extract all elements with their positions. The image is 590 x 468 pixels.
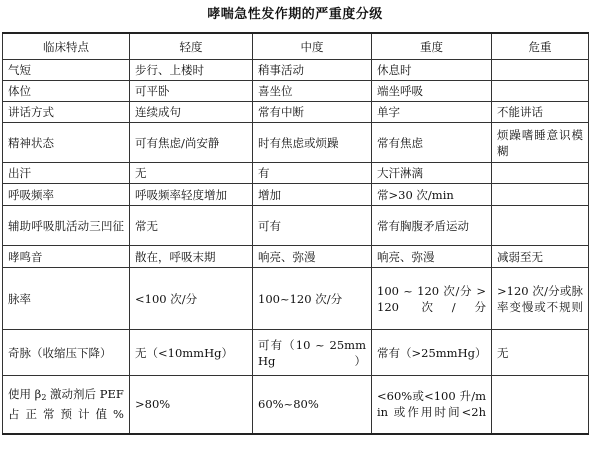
table-row [3,184,589,206]
cell-critical: 减弱至无 [492,246,589,268]
cell-moderate: 100~120 次/分 [253,268,372,330]
row-feature: 体位 [3,81,130,102]
cell-mild: 步行、上楼时 [130,60,253,81]
cell-critical: 烦躁嗜睡意识模糊 [492,123,589,163]
feature-prefix: 使用 β [8,387,42,402]
cell-critical [492,184,589,206]
cell-severe: 常有（>25mmHg） [372,330,492,376]
beta-subscript: 2 [41,393,47,403]
table-row [3,376,589,434]
cell-moderate: 喜坐位 [253,81,372,102]
cell-mild: 可有焦虑/尚安静 [130,123,253,163]
table-row [3,330,589,376]
severity-table [2,32,589,435]
row-feature: 辅助呼吸肌活动三凹征 [3,206,130,246]
cell-severe: 常有胸腹矛盾运动 [372,206,492,246]
cell-mild: <100 次/分 [130,268,253,330]
cell-severe: <60%或<100 升/min 或作用时间<2h [372,376,492,434]
row-feature [3,376,130,434]
cell-severe: 单字 [372,102,492,123]
row-feature: 哮鸣音 [3,246,130,268]
table-row [3,102,589,123]
feature-suffix: 激动剂后 PEF 占正常预计值% [8,387,124,422]
row-feature: 呼吸频率 [3,184,130,206]
header-severe: 重度 [372,33,492,60]
cell-moderate: 响亮、弥漫 [253,246,372,268]
cell-moderate: 60%~80% [253,376,372,434]
row-feature: 出汗 [3,163,130,184]
cell-severe: 常>30 次/min [372,184,492,206]
table-row [3,206,589,246]
header-feature: 临床特点 [3,33,130,60]
table-row [3,81,589,102]
table-row [3,163,589,184]
cell-moderate: 可有（10 ~ 25mmHg） [253,330,372,376]
cell-moderate: 有 [253,163,372,184]
cell-critical [492,163,589,184]
table-row [3,123,589,163]
cell-mild: >80% [130,376,253,434]
row-feature: 讲话方式 [3,102,130,123]
cell-mild: 散在，呼吸末期 [130,246,253,268]
cell-mild: 呼吸频率轻度增加 [130,184,253,206]
cell-mild: 无（<10mmHg） [130,330,253,376]
cell-mild: 连续成句 [130,102,253,123]
header-moderate: 中度 [253,33,372,60]
row-feature: 精神状态 [3,123,130,163]
cell-severe: 常有焦虑 [372,123,492,163]
row-feature: 脉率 [3,268,130,330]
cell-moderate: 常有中断 [253,102,372,123]
header-mild: 轻度 [130,33,253,60]
cell-severe: 大汗淋漓 [372,163,492,184]
cell-moderate: 时有焦虑或烦躁 [253,123,372,163]
cell-severe: 休息时 [372,60,492,81]
table-row [3,246,589,268]
cell-mild: 常无 [130,206,253,246]
cell-critical [492,376,589,434]
cell-critical: >120 次/分或脉率变慢或不规则 [492,268,589,330]
table-row [3,60,589,81]
header-critical: 危重 [492,33,589,60]
cell-mild: 可平卧 [130,81,253,102]
table-title: 哮喘急性发作期的严重度分级 [207,7,383,22]
cell-moderate: 增加 [253,184,372,206]
cell-moderate: 稍事活动 [253,60,372,81]
row-feature: 气短 [3,60,130,81]
cell-severe: 响亮、弥漫 [372,246,492,268]
cell-moderate: 可有 [253,206,372,246]
cell-severe: 100 ~ 120 次/分 > 120 次/分 [372,268,492,330]
cell-critical [492,206,589,246]
cell-critical [492,81,589,102]
cell-mild: 无 [130,163,253,184]
cell-critical: 无 [492,330,589,376]
row-feature: 奇脉（收缩压下降） [3,330,130,376]
cell-severe: 端坐呼吸 [372,81,492,102]
cell-critical: 不能讲话 [492,102,589,123]
cell-critical [492,60,589,81]
header-row [3,33,589,60]
table-row [3,268,589,330]
